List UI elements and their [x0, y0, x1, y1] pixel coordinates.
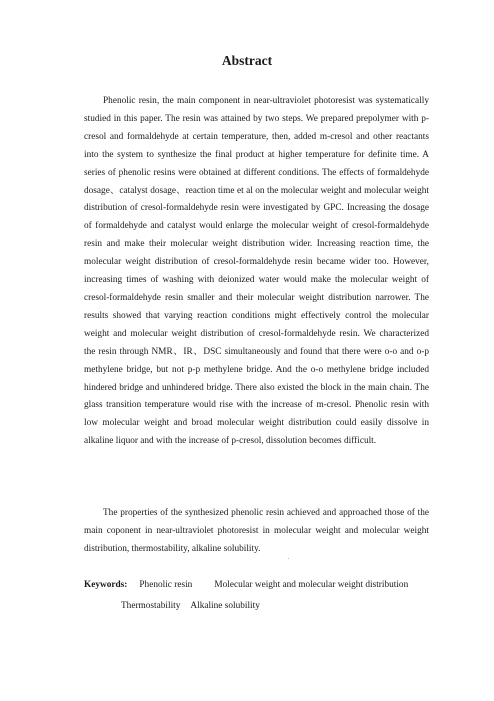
keyword-item: Molecular weight and molecular weight distribution: [214, 580, 409, 590]
abstract-paragraph-2: The properties of the synthesized phenolic resin achieved and approached those of the main coponent in near-ultraviolet photoresist in molecular weight and molecular weight distribution, thermostability, alkaline solubility.: [84, 508, 429, 554]
keywords-block: [84, 575, 444, 617]
keywords-line-2: [84, 596, 444, 617]
keywords-line-1: [84, 575, 444, 596]
scan-speck: [288, 558, 289, 559]
page-title: Abstract: [221, 53, 273, 68]
keyword-item: Alkaline solubility: [190, 601, 260, 611]
abstract-paragraph-1: Phenolic resin, the main component in near-ultraviolet photoresist was systematically studied in this paper. The resin was attained by two steps. We prepared prepolymer with p-cresol and formaldehyde at certain temperature, then, added m-cresol and other reactants into the system to synthesize the final product at higher temperature for definite time. A series of phenolic resins were obtained at different conditions. The effects of formaldehyde dosage、catalyst dosage、reaction time et al on the molecular weight and molecular weight distribution of cresol-formaldehyde resin were investigated by GPC. Increasing the dosage of formaldehyde and catalyst would enlarge the molecular weight of cresol-formaldehyde resin and make their molecular weight distribution wider. Increasing reaction time, the molecular weight distribution of cresol-formaldehyde resin became wider too. However, increasing times of washing with deionized water would make the molecular weight of cresol-formaldehyde resin smaller and their molecular weight distribution narrower. The results showed that varying reaction conditions might effectively control the molecular weight and molecular weight distribution of cresol-formaldehyde resin. We characterized the resin through NMR、IR、DSC simultaneously and found that there were o-o and o-p methylene bridge, but not p-p methylene bridge. And the o-o methylene bridge included hindered bridge and unhindered bridge. There also existed the block in the main chain. The glass transition temperature would rise with the increase of m-cresol. Phenolic resin with low molecular weight and broad molecular weight distribution could easily dissolve in alkaline liquor and with the increase of p-cresol, dissolution becomes difficult.: [84, 96, 429, 447]
keywords-label: Keywords:: [84, 580, 128, 590]
keyword-item: Thermostability: [121, 601, 181, 611]
keyword-item: Phenolic resin: [139, 580, 193, 590]
